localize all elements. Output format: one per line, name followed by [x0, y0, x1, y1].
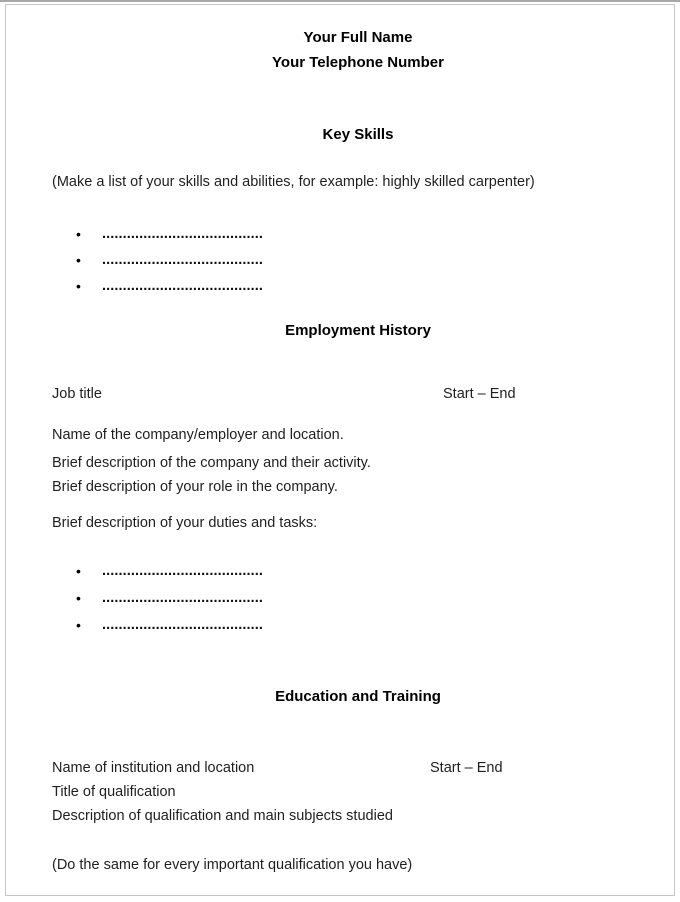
full-name-heading: Your Full Name: [303, 29, 413, 46]
duties-bullet-row: [52, 562, 664, 581]
company-activity-line: Brief description of the company and their activity.: [52, 455, 371, 471]
duties-bullet-row: [52, 616, 664, 635]
dotted-fill-line: .......................................: [102, 226, 264, 242]
duties-label: Brief description of your duties and tasks:: [52, 515, 318, 531]
skills-bullet-row: [52, 251, 664, 270]
bullet-icon: •: [76, 278, 81, 294]
bullet-icon: •: [76, 590, 81, 606]
bullet-icon: •: [76, 252, 81, 268]
dotted-fill-line: .......................................: [102, 563, 264, 579]
dotted-fill-line: .......................................: [102, 617, 264, 633]
telephone-heading: Your Telephone Number: [272, 54, 444, 71]
qualification-description-line: Description of qualification and main subjects studied: [52, 808, 393, 824]
company-name-line: Name of the company/employer and location.: [52, 427, 344, 443]
duties-bullet-row: [52, 589, 664, 608]
employment-date-range: Start – End: [443, 386, 516, 402]
company-role-line: Brief description of your role in the company.: [52, 479, 338, 495]
employment-history-title: Employment History: [285, 322, 431, 339]
institution-label: Name of institution and location: [52, 760, 255, 776]
skills-bullet-row: [52, 225, 664, 244]
dotted-fill-line: .......................................: [102, 278, 264, 294]
qualification-title-line: Title of qualification: [52, 784, 176, 800]
key-skills-hint: (Make a list of your skills and abilities, for example: highly skilled carpenter): [52, 174, 535, 190]
bullet-icon: •: [76, 563, 81, 579]
key-skills-title: Key Skills: [322, 126, 394, 143]
education-training-title: Education and Training: [275, 688, 441, 705]
institution-row: [52, 759, 664, 778]
job-title-label: Job title: [52, 386, 102, 402]
job-title-row: [52, 385, 664, 404]
bullet-icon: •: [76, 226, 81, 242]
skills-bullet-row: [52, 277, 664, 296]
bullet-icon: •: [76, 617, 81, 633]
dotted-fill-line: .......................................: [102, 252, 264, 268]
education-date-range: Start – End: [430, 760, 503, 776]
resume-content: [52, 0, 664, 902]
dotted-fill-line: .......................................: [102, 590, 264, 606]
qualification-note: (Do the same for every important qualification you have): [52, 857, 413, 873]
